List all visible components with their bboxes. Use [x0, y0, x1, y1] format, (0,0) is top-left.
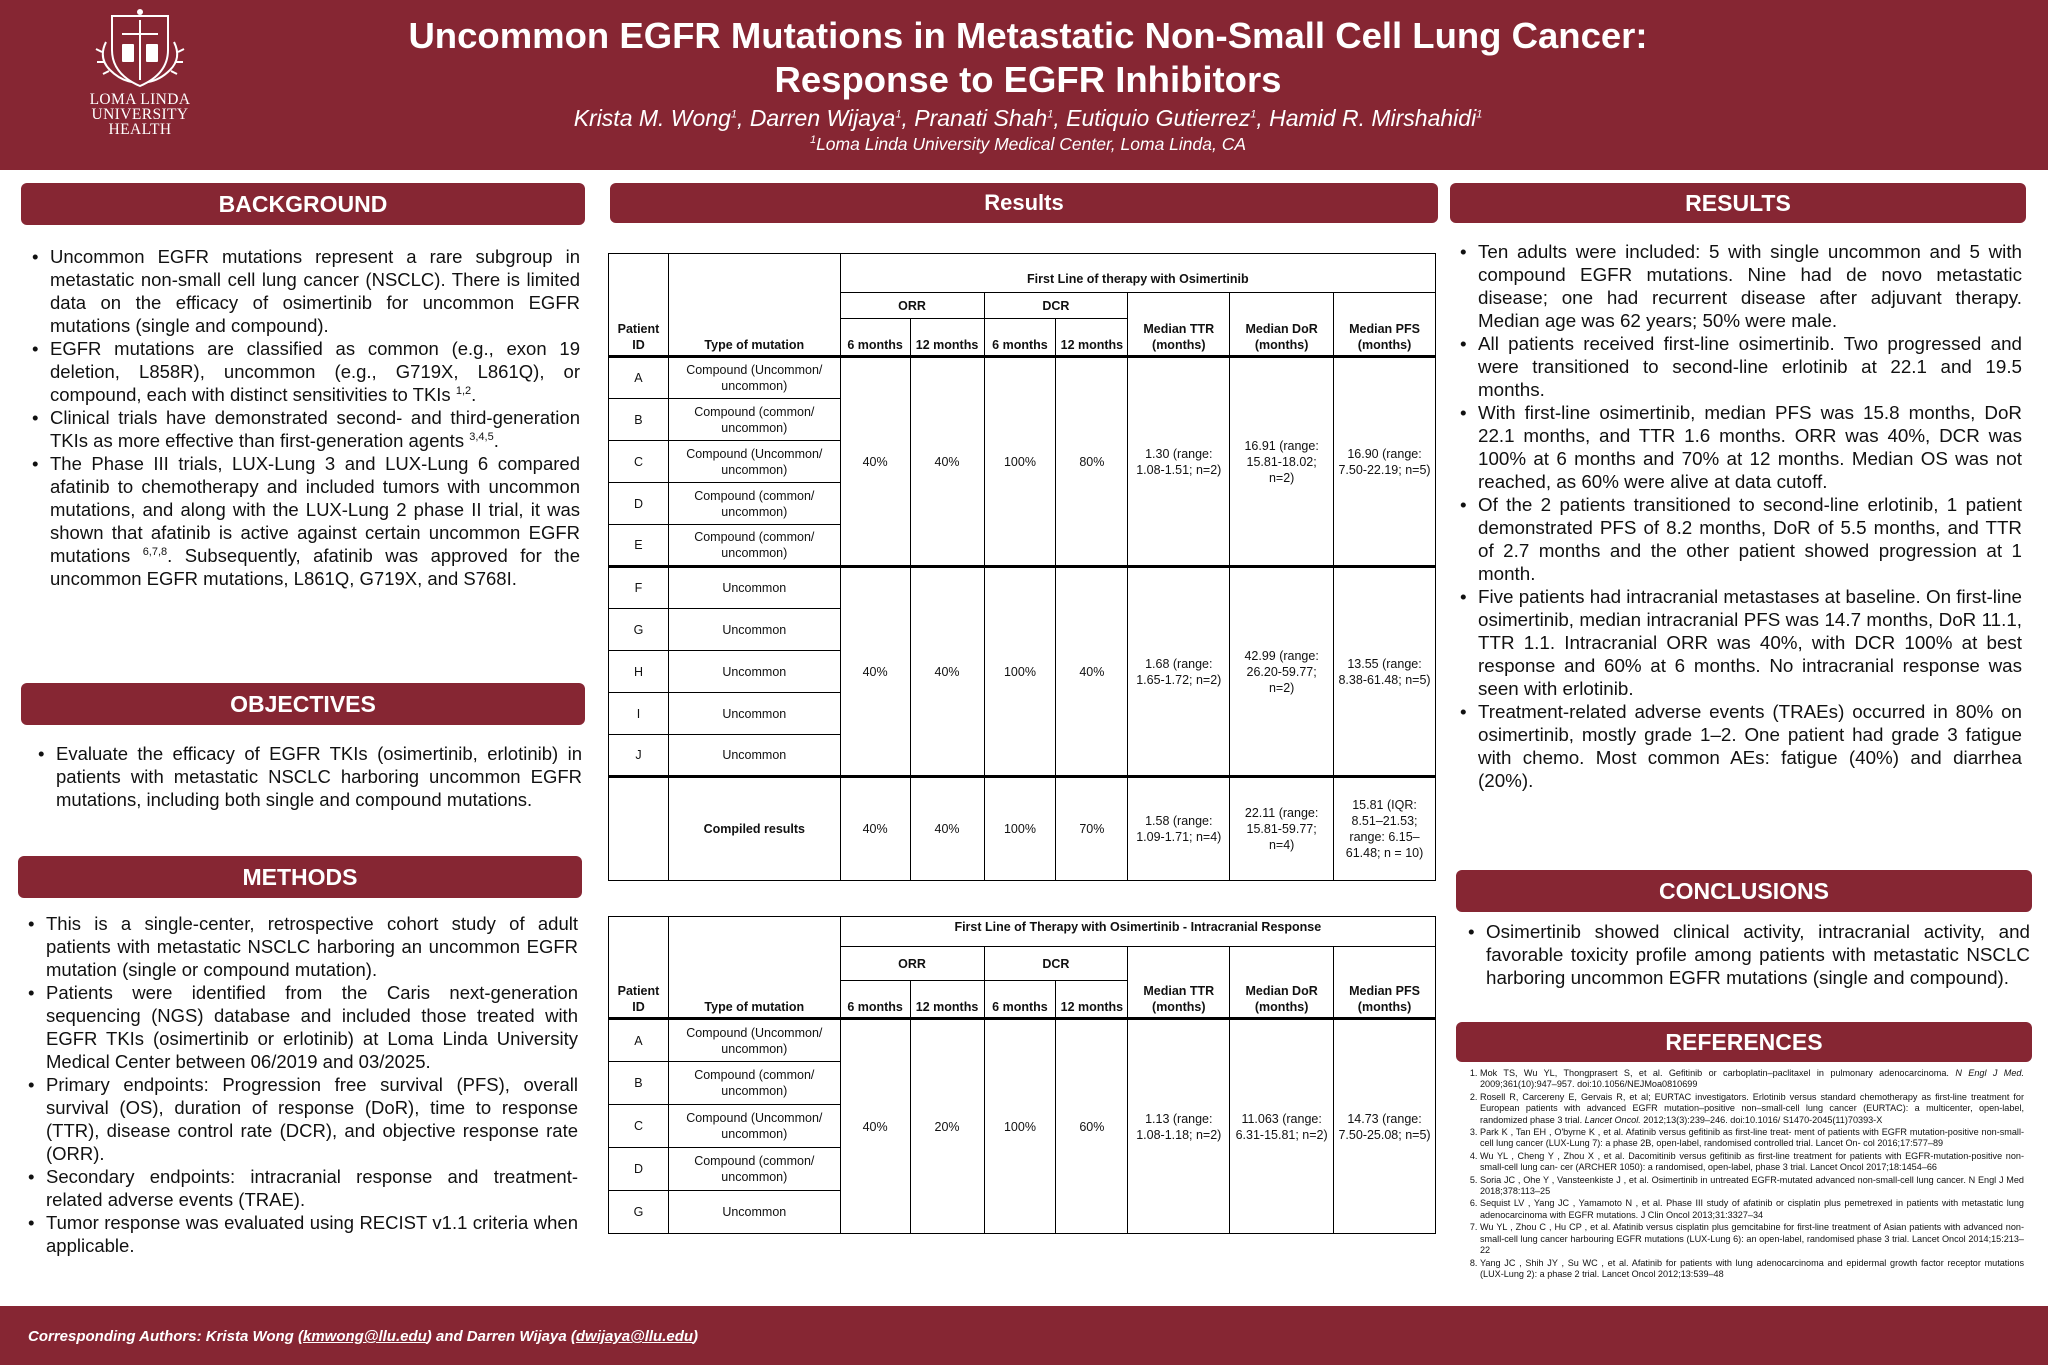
header-dcr: DCR	[984, 293, 1128, 319]
footer-text: ) and Darren Wijaya (	[426, 1328, 576, 1345]
header-mutation-type: Type of mutation	[668, 254, 840, 357]
reference-text-end: 2009;361(10):947–957. doi:10.1056/NEJMoa0810699	[1480, 1079, 1698, 1090]
reference-item	[1480, 1068, 2024, 1091]
table-intracranial-response	[608, 916, 1436, 1234]
footer-text: )	[693, 1328, 699, 1345]
bullet-text-end: . Subsequently, afatinib was approved for the uncommon EGFR mutations, L861Q, G719X, and S768I.	[50, 545, 580, 589]
poster-header	[0, 0, 2048, 170]
email-link-darren[interactable]: dwijaya@llu.edu	[575, 1328, 694, 1345]
logo-text-line: HEALTH	[108, 121, 172, 138]
results-bullet: • All patients received first-line osimertinib. Two progressed and were transitioned to second-line erlotinib at 22.1 and 19.5 months.	[1456, 332, 2022, 401]
footer-text: Corresponding Authors: Krista Wong (	[28, 1328, 303, 1345]
patient-id-cell: J	[609, 735, 669, 777]
patient-id-cell: F	[609, 567, 669, 609]
citation-marker: 1,2	[455, 384, 472, 397]
header-orr: ORR	[840, 947, 984, 981]
logo-text-line: LOMA LINDA	[89, 91, 191, 108]
methods-bullet: • Patients were identified from the Caris next-generation sequencing (NGS) database and included those treated with EGFR TKIs (osimertinib or erlotinib) at Loma Linda University Medical Center between 06/2019 and 03/2025.	[24, 981, 578, 1073]
patient-id-cell-empty	[609, 777, 669, 881]
median-ttr-cell: 1.68 (range: 1.65-1.72; n=2)	[1128, 567, 1230, 777]
results-center-heading: Results	[610, 183, 1438, 223]
header-median-dor: Median DoR (months)	[1230, 947, 1334, 1019]
mutation-type-cell: Compound (common/ uncommon)	[668, 1148, 840, 1191]
table-caption: First Line of therapy with Osimertinib	[840, 254, 1435, 293]
median-dor-cell: 22.11 (range: 15.81-59.77; n=4)	[1230, 777, 1334, 881]
objectives-heading: OBJECTIVES	[21, 683, 585, 725]
median-pfs-cell: 14.73 (range: 7.50-25.08; n=5)	[1334, 1019, 1436, 1234]
header-orr-6-months: 6 months	[840, 319, 910, 357]
reference-text: Rosell R, Carcereny E, Gervais R, et al; EURTAC investigators. Erlotinib versus standard chemotherapy as first-line treatment for European patients with advanced EGFR mutation–positive non–small-cell lung cancer (EURTAC): a multicenter, open-label, randomized phase 3 trial.	[1480, 1091, 2024, 1125]
patient-id-cell: E	[609, 525, 669, 567]
mutation-type-cell: Compound (common/ uncommon)	[668, 399, 840, 441]
reference-item: 6. Sequist LV , Yang JC , Yamamoto N , et al. Phase III study of afatinib or cisplatin plus pemetrexed in patients with metastatic lung adenocarcinoma with EGFR mutations. J Clin Oncol 2013;31:3327–34	[1480, 1198, 2024, 1221]
orr-12-cell: 40%	[910, 567, 984, 777]
methods-heading: METHODS	[18, 856, 582, 898]
dcr-6-cell: 100%	[984, 357, 1056, 567]
table-row	[609, 567, 1436, 609]
header-orr-12-months: 12 months	[910, 319, 984, 357]
orr-6-cell: 40%	[840, 357, 910, 567]
results-bullet: • Five patients had intracranial metastases at baseline. On first-line osimertinib, median intracranial PFS was 14.7 months, DoR 11.1, TTR 1.1. Intracranial ORR was 40%, with DCR 100% at best response and 60% at 6 months. No intracranial response was seen with erlotinib.	[1456, 585, 2022, 700]
orr-6-cell: 40%	[840, 1019, 910, 1234]
header-orr-12-months: 12 months	[910, 981, 984, 1019]
poster-title-line-1: Uncommon EGFR Mutations in Metastatic Non-Small Cell Lung Cancer:	[408, 15, 1648, 56]
header-dcr-12-months: 12 months	[1056, 319, 1128, 357]
conclusions-bullet: • Osimertinib showed clinical activity, intracranial activity, and favorable toxicity profile among patients with metastatic NSCLC harboring uncommon EGFR mutations (single and compound).	[1464, 920, 2030, 989]
median-dor-cell: 16.91 (range: 15.81-18.02; n=2)	[1230, 357, 1334, 567]
patient-id-cell: H	[609, 651, 669, 693]
methods-bullet: • Primary endpoints: Progression free survival (PFS), overall survival (OS), duration of response (DoR), time to response (TTR), disease control rate (DCR), and objective response rate (ORR).	[24, 1073, 578, 1165]
author-affiliation-mark: 1	[895, 108, 902, 121]
reference-text: Mok TS, Wu YL, Thongprasert S, et al. Gefitinib or carboplatin–paclitaxel in pulmonary adenocarcinoma.	[1480, 1068, 1956, 1078]
author-name: Hamid R. Mirshahidi	[1269, 105, 1477, 131]
methods-bullet: • Tumor response was evaluated using RECIST v1.1 criteria when applicable.	[24, 1211, 578, 1257]
median-pfs-cell: 16.90 (range: 7.50-22.19; n=5)	[1334, 357, 1436, 567]
table-caption: First Line of Therapy with Osimertinib - Intracranial Response	[840, 917, 1435, 947]
dcr-12-cell: 70%	[1056, 777, 1128, 881]
compiled-results-row	[609, 777, 1436, 881]
patient-id-cell: I	[609, 693, 669, 735]
mutation-type-cell: Compound (common/ uncommon)	[668, 483, 840, 525]
references-heading: REFERENCES	[1456, 1022, 2032, 1062]
bullet-text-end: .	[471, 384, 477, 405]
patient-id-cell: D	[609, 483, 669, 525]
dcr-6-cell: 100%	[984, 777, 1056, 881]
dcr-6-cell: 100%	[984, 567, 1056, 777]
bullet-text: EGFR mutations are classified as common (e.g., exon 19 deletion, L858R), uncommon (e.g., G719X, L861Q), or compound, each with distinct sensitivities to TKIs	[50, 338, 580, 405]
patient-id-cell: D	[609, 1148, 669, 1191]
mutation-type-cell: Compound (Uncommon/ uncommon)	[668, 1105, 840, 1148]
orr-6-cell: 40%	[840, 777, 910, 881]
bullet-text: Uncommon EGFR mutations represent a rare subgroup in metastatic non-small cell lung cancer (NSCLC). There is limited data on the efficacy of osimertinib for uncommon EGFR mutations (single and compound).	[50, 246, 580, 336]
median-dor-cell: 42.99 (range: 26.20-59.77; n=2)	[1230, 567, 1334, 777]
patient-id-cell: A	[609, 357, 669, 399]
median-ttr-cell: 1.58 (range: 1.09-1.71; n=4)	[1128, 777, 1230, 881]
bullet-text-end: .	[493, 430, 499, 451]
patient-id-cell: A	[609, 1019, 669, 1062]
background-heading: BACKGROUND	[21, 183, 585, 225]
median-dor-cell: 11.063 (range: 6.31-15.81; n=2)	[1230, 1019, 1334, 1234]
email-link-krista[interactable]: kmwong@llu.edu	[303, 1328, 427, 1345]
methods-list	[24, 912, 578, 1257]
reference-item	[1480, 1092, 2024, 1126]
results-right-heading: RESULTS	[1450, 183, 2026, 223]
results-bullet: • Of the 2 patients transitioned to second-line erlotinib, 1 patient demonstrated PFS of 8.2 months, DoR of 5.5 months, and TTR of 2.7 months and the other patient showed progression at 1 month.	[1456, 493, 2022, 585]
author-name: Eutiquio Gutierrez	[1066, 105, 1251, 131]
background-bullet	[28, 245, 580, 337]
median-ttr-cell: 1.13 (range: 1.08-1.18; n=2)	[1128, 1019, 1230, 1234]
dcr-12-cell: 60%	[1056, 1019, 1128, 1234]
reference-item: 8. Yang JC , Shih JY , Su WC , et al. Afatinib for patients with lung adenocarcinoma and epidermal growth factor receptor mutations (LUX-Lung 2): a phase 2 trial. Lancet Oncol 2012;13:539–48	[1480, 1258, 2024, 1281]
mutation-type-cell: Uncommon	[668, 693, 840, 735]
poster-title-line-2: Response to EGFR Inhibitors	[774, 59, 1282, 100]
objectives-bullet: • Evaluate the efficacy of EGFR TKIs (osimertinib, erlotinib) in patients with metastatic NSCLC harboring uncommon EGFR mutations, including both single and compound mutations.	[34, 742, 582, 811]
median-pfs-cell: 15.81 (IQR: 8.51–21.53; range: 6.15–61.48; n = 10)	[1334, 777, 1436, 881]
background-bullet	[28, 337, 580, 406]
header-orr: ORR	[840, 293, 984, 319]
logo-text-line: UNIVERSITY	[91, 106, 189, 123]
header-patient-id: Patient ID	[609, 917, 669, 1019]
author-name: Darren Wijaya	[749, 105, 896, 131]
methods-bullet: • This is a single-center, retrospective cohort study of adult patients with metastatic NSCLC harboring an uncommon EGFR mutation (single or compound mutation).	[24, 912, 578, 981]
author-name: Pranati Shah	[914, 105, 1048, 131]
mutation-type-cell: Compound (Uncommon/ uncommon)	[668, 441, 840, 483]
orr-6-cell: 40%	[840, 567, 910, 777]
reference-text-end: 2012;13(3):239–246. doi:10.1016/ S1470-2045(11)70393-X	[1640, 1114, 1883, 1125]
dcr-12-cell: 40%	[1056, 567, 1128, 777]
header-median-pfs: Median PFS (months)	[1334, 293, 1436, 357]
reference-item: 5. Soria JC , Ohe Y , Vansteenkiste J , et al. Osimertinib in untreated EGFR-mutated advanced non-small-cell lung cancer. N Engl J Med 2018;378:113–25	[1480, 1175, 2024, 1198]
author-name: Krista M. Wong	[573, 105, 731, 131]
patient-id-cell: C	[609, 1105, 669, 1148]
citation-marker: 6,7,8	[142, 545, 168, 558]
reference-journal: N Engl J Med.	[1955, 1068, 2024, 1078]
author-list: Krista M. Wong$^1$, Darren Wijaya$^1$, Pranati Shah$^1$, Eutiquio Gutierrez$^1$, Hamid R. Mirshahidi$^1$	[573, 105, 1483, 131]
header-dcr-12-months: 12 months	[1056, 981, 1128, 1019]
header-dcr-6-months: 6 months	[984, 319, 1056, 357]
mutation-type-cell: Uncommon	[668, 651, 840, 693]
background-bullet	[28, 406, 580, 452]
dcr-12-cell: 80%	[1056, 357, 1128, 567]
mutation-type-cell: Compound (Uncommon/ uncommon)	[668, 1019, 840, 1062]
affiliation-mark: 1	[809, 134, 817, 147]
author-affiliation-mark: 1	[1250, 108, 1257, 121]
results-bullet: • Ten adults were included: 5 with single uncommon and 5 with compound EGFR mutations. Nine had de novo metastatic disease; one had recurrent disease after adjuvant therapy. Median age was 62 years; 50% were male.	[1456, 240, 2022, 332]
affiliation-text: Loma Linda University Medical Center, Loma Linda, CA	[816, 134, 1247, 154]
mutation-type-cell: Compound (common/ uncommon)	[668, 525, 840, 567]
author-affiliation-mark: 1	[730, 108, 738, 121]
conclusions-list	[1464, 920, 2030, 989]
objectives-list	[34, 742, 582, 811]
dcr-6-cell: 100%	[984, 1019, 1056, 1234]
background-bullet	[28, 452, 580, 590]
citation-marker: 3,4,5	[469, 430, 494, 443]
header-dcr-6-months: 6 months	[984, 981, 1056, 1019]
mutation-type-cell: Uncommon	[668, 567, 840, 609]
mutation-type-cell: Uncommon	[668, 609, 840, 651]
header-dcr: DCR	[984, 947, 1128, 981]
orr-12-cell: 40%	[910, 357, 984, 567]
author-affiliation-mark: 1	[1047, 108, 1054, 121]
header-median-pfs: Median PFS (months)	[1334, 947, 1436, 1019]
affiliation	[300, 133, 1756, 155]
table-row	[609, 1019, 1436, 1062]
patient-id-cell: C	[609, 441, 669, 483]
results-bullet: • With first-line osimertinib, median PFS was 15.8 months, DoR 22.1 months, and TTR 1.6 months. ORR was 40%, DCR was 100% at 6 months and 70% at 12 months. Median OS was not reached, as 60% were alive at data cutoff.	[1456, 401, 2022, 493]
shield-crest-icon	[92, 6, 188, 92]
header-orr-6-months: 6 months	[840, 981, 910, 1019]
compiled-results-label: Compiled results	[668, 777, 840, 881]
header-median-ttr: Median TTR (months)	[1128, 947, 1230, 1019]
results-list	[1456, 240, 2022, 792]
header-patient-id: Patient ID	[609, 254, 669, 357]
university-logo	[78, 6, 202, 137]
mutation-type-cell: Uncommon	[668, 735, 840, 777]
reference-journal: Lancet Oncol.	[1584, 1114, 1641, 1125]
poster-footer	[0, 1306, 2048, 1365]
mutation-type-cell: Uncommon	[668, 1191, 840, 1234]
patient-id-cell: B	[609, 1062, 669, 1105]
header-mutation-type: Type of mutation	[668, 917, 840, 1019]
bullet-text: The Phase III trials, LUX-Lung 3 and LUX-Lung 6 compared afatinib to chemotherapy and included tumors with uncommon mutations, and along with the LUX-Lung 2 phase II trial, it was shown that afatinib is active against certain uncommon EGFR mutations	[50, 453, 580, 566]
orr-12-cell: 40%	[910, 777, 984, 881]
reference-item: 3. Park K , Tan EH , O'byrne K , et al. Afatinib versus gefitinib as first-line treat- ment of patients with EGFR mutation-positive non-small-cell lung cancer (LUX-Lung 7): a phase 2B, open-label, randomised controlled trial. Lancet On- col 2016;17:577–89	[1480, 1127, 2024, 1150]
title-block	[300, 14, 1756, 155]
background-list	[28, 245, 580, 590]
reference-item: 4. Wu YL , Cheng Y , Zhou X , et al. Dacomitinib versus gefitinib as first-line treatment for patients with EGFR-mutation-positive non-small-cell lung can- cer (ARCHER 1050): a randomised, open-label, phase 3 trial. Lancet Oncol 2017;18:1454–66	[1480, 1151, 2024, 1174]
references-list	[1458, 1068, 2024, 1281]
patient-id-cell: G	[609, 609, 669, 651]
median-ttr-cell: 1.30 (range: 1.08-1.51; n=2)	[1128, 357, 1230, 567]
results-bullet: • Treatment-related adverse events (TRAEs) occurred in 80% on osimertinib, mostly grade 1–2. One patient had grade 3 fatigue with chemo. Most common AEs: fatigue (40%) and diarrhea (20%).	[1456, 700, 2022, 792]
bullet-text: Clinical trials have demonstrated second- and third-generation TKIs as more effective than first-generation agents	[50, 407, 580, 451]
mutation-type-cell: Compound (Uncommon/ uncommon)	[668, 357, 840, 399]
mutation-type-cell: Compound (common/ uncommon)	[668, 1062, 840, 1105]
table-row	[609, 357, 1436, 399]
median-pfs-cell: 13.55 (range: 8.38-61.48; n=5)	[1334, 567, 1436, 777]
patient-id-cell: G	[609, 1191, 669, 1234]
author-affiliation-mark: 1	[1476, 108, 1483, 121]
conclusions-heading: CONCLUSIONS	[1456, 870, 2032, 912]
orr-12-cell: 20%	[910, 1019, 984, 1234]
reference-item: 7. Wu YL , Zhou C , Hu CP , et al. Afatinib versus cisplatin plus gemcitabine for first-line treatment of Asian patients with advanced non-small-cell lung cancer harbouring EGFR mutations (LUX-Lung 6): an open-label, randomised phase 3 trial. Lancet Oncol 2014;15:213–22	[1480, 1222, 2024, 1256]
patient-id-cell: B	[609, 399, 669, 441]
methods-bullet: • Secondary endpoints: intracranial response and treatment-related adverse events (TRAE).	[24, 1165, 578, 1211]
header-median-dor: Median DoR (months)	[1230, 293, 1334, 357]
table-first-line-osimertinib	[608, 253, 1436, 881]
header-median-ttr: Median TTR (months)	[1128, 293, 1230, 357]
